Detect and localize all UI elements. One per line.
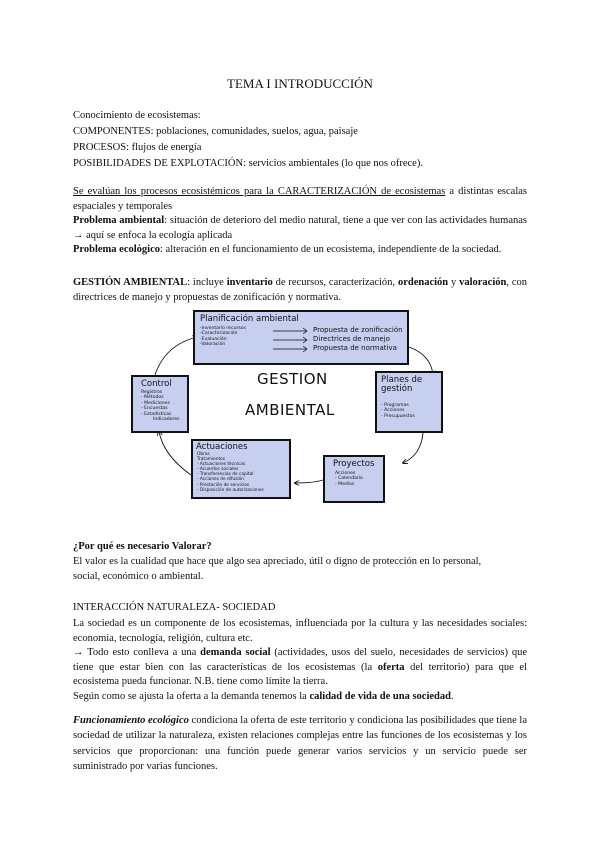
valorar-heading-text: ¿Por qué es necesario Valorar? — [73, 541, 212, 552]
oferta: oferta — [377, 661, 405, 673]
control-item: - Mediciones — [141, 400, 170, 406]
gestion-t1: : incluye — [187, 277, 227, 288]
problema-ecologico-label: Problema ecológico — [73, 244, 160, 255]
gestion-valoracion: valoración — [459, 277, 507, 288]
planes-item: - Presupuestos — [381, 413, 415, 419]
proyectos-item: - Medios — [335, 481, 355, 487]
actuaciones-box — [191, 439, 291, 499]
problema-ambiental-text-2: aquí se enfoca la ecología aplicada — [86, 229, 233, 241]
planificacion-output-arrows — [271, 326, 311, 356]
planificacion-item: -Caracterización — [200, 331, 238, 337]
gestion-t3: y — [448, 277, 460, 288]
planificacion-output: Propuesta de normativa — [313, 344, 397, 352]
interaccion-p2b: (actividades, usos del suelo, necesidades de servicios) que tiene que estar bien con las características de los ecosistemas (la — [73, 647, 527, 673]
arrow-to-control — [159, 431, 191, 475]
funcionamiento-text: condiciona la oferta de este territorio y condiciona las posibilidades que tiene la sociedad de utilizar la naturaleza, existen relaciones complejas entre las funciones de los ecosistemas y los servicios que proporcionan: una función puede generar varios servicios y un servicio puede ser suministrado por varias funciones. — [73, 715, 527, 773]
planificacion-output: Directrices de manejo — [313, 335, 390, 343]
planificacion-title: Planificación ambiental — [200, 314, 299, 324]
planes-box — [375, 371, 443, 433]
gestion-t4: , con directrices de manejo y propuestas de zonificación y normativa. — [73, 277, 527, 303]
calidad-de-vida: calidad de vida de una sociedad — [309, 690, 451, 702]
interaccion-p2c: del territorio) para que el ecosistema pueda funcionar. N.B. tiene como límite la tierra. — [73, 661, 528, 688]
actuaciones-item: Tratamientos — [197, 457, 226, 463]
proyectos-title: Proyectos — [333, 459, 375, 469]
control-item: - Estadísticas — [141, 411, 172, 417]
eval-rest: a distintas escalas espaciales y temporales — [73, 186, 527, 212]
actuaciones-item: - Actuaciones técnicas — [197, 462, 246, 468]
demanda-social: demanda social — [200, 647, 271, 659]
interaccion-p2a: Todo esto conlleva a una — [83, 647, 201, 659]
control-item: - Encuestas — [141, 406, 168, 412]
actuaciones-item: - Transferencias de capital — [197, 472, 254, 478]
planes-title: Planes de gestión — [381, 375, 423, 394]
interaccion-p3b: . — [450, 690, 454, 702]
planificacion-item: -Inventario recursos — [200, 326, 246, 331]
gestion-label: GESTIÓN AMBIENTAL — [73, 277, 188, 288]
interaccion-p1: La sociedad es un componente de los ecosistemas, influenciada por la cultura y las necesidades sociales: economía, tecnología, religión, cultura etc. — [73, 618, 527, 644]
proyectos-item: - Calendario — [335, 476, 363, 482]
control-item: Registros — [141, 390, 163, 395]
actuaciones-item: - Acuerdos sociales — [197, 467, 239, 473]
control-item: - Métodos — [141, 395, 164, 401]
arrow-icon: → — [73, 229, 87, 241]
gestion-ordenacion: ordenación — [397, 277, 449, 288]
actuaciones-item: Obras — [197, 452, 210, 457]
planificacion-output: Propuesta de zonificación — [313, 326, 403, 334]
arrow-icon: → — [73, 647, 84, 659]
arrow-to-proyectos — [403, 433, 423, 463]
interaccion-heading: INTERACCIÓN NATURALEZA- SOCIEDAD — [73, 602, 276, 613]
problema-ambiental-label: Problema ambiental — [73, 215, 165, 226]
funcionamiento-paragraph — [73, 713, 527, 775]
actuaciones-item: - Disposición de autorizaciones — [197, 487, 264, 493]
proyectos-item: Acciones — [335, 471, 356, 476]
eval-paragraph — [73, 185, 527, 258]
actuaciones-item: - Prestación de servicios — [197, 482, 250, 488]
control-box — [131, 375, 189, 433]
valorar-text-1: El valor es la cualidad que hace que algo sea apreciado, útil o digno de protección en lo personal, — [73, 556, 482, 567]
intro-line-2: COMPONENTES: poblaciones, comunidades, suelos, agua, paisaje — [73, 126, 358, 137]
eval-underlined: Se evalúan los procesos ecosistémicos para la CARACTERIZACIÓN de ecosistemas — [73, 186, 446, 197]
interaccion-paragraph — [73, 617, 527, 705]
gestion-paragraph — [73, 275, 527, 305]
control-item: Indicadores — [153, 417, 180, 423]
center-gestion: GESTION — [257, 370, 328, 388]
planes-item: - Acciones — [381, 408, 405, 414]
gestion-ambiental-diagram — [125, 305, 445, 517]
center-ambiental: AMBIENTAL — [245, 401, 335, 419]
planificacion-item: -Evaluación — [200, 336, 227, 342]
actuaciones-item: - Acciones de difusión — [197, 477, 244, 483]
planificacion-item: -Valoración — [200, 342, 226, 348]
actuaciones-title: Actuaciones — [196, 442, 248, 452]
problema-ecologico-text: : alteración en el funcionamiento de un ecosistema, independiente de la sociedad. — [160, 244, 502, 255]
proyectos-box — [323, 455, 385, 503]
intro-line-3: PROCESOS: flujos de energía — [73, 142, 202, 153]
valorar-text-2: social, económico o ambiental. — [73, 571, 204, 582]
gestion-t2: de recursos, caracterización, — [272, 277, 398, 288]
valorar-heading — [73, 540, 212, 553]
planificacion-box — [193, 310, 409, 365]
funcionamiento-label: Funcionamiento ecológico — [73, 715, 189, 726]
gestion-inventario: inventario — [226, 277, 273, 288]
problema-ambiental-text: : situación de deterioro del medio natural, tiene a que ver con las actividades humanas — [164, 215, 527, 226]
intro-line-1: Conocimiento de ecosistemas: — [73, 110, 201, 121]
page-title: TEMA I INTRODUCCIÓN — [227, 76, 373, 91]
control-title: Control — [141, 379, 172, 389]
planes-item: - Programas — [381, 403, 409, 408]
intro-line-4: POSIBILIDADES DE EXPLOTACIÓN: servicios ambientales (lo que nos ofrece). — [73, 158, 423, 169]
arrow-to-planificacion — [155, 337, 197, 375]
arrow-to-actuaciones — [295, 480, 323, 483]
interaccion-p3a: Según como se ajusta la oferta a la demanda tenemos la — [73, 690, 310, 702]
